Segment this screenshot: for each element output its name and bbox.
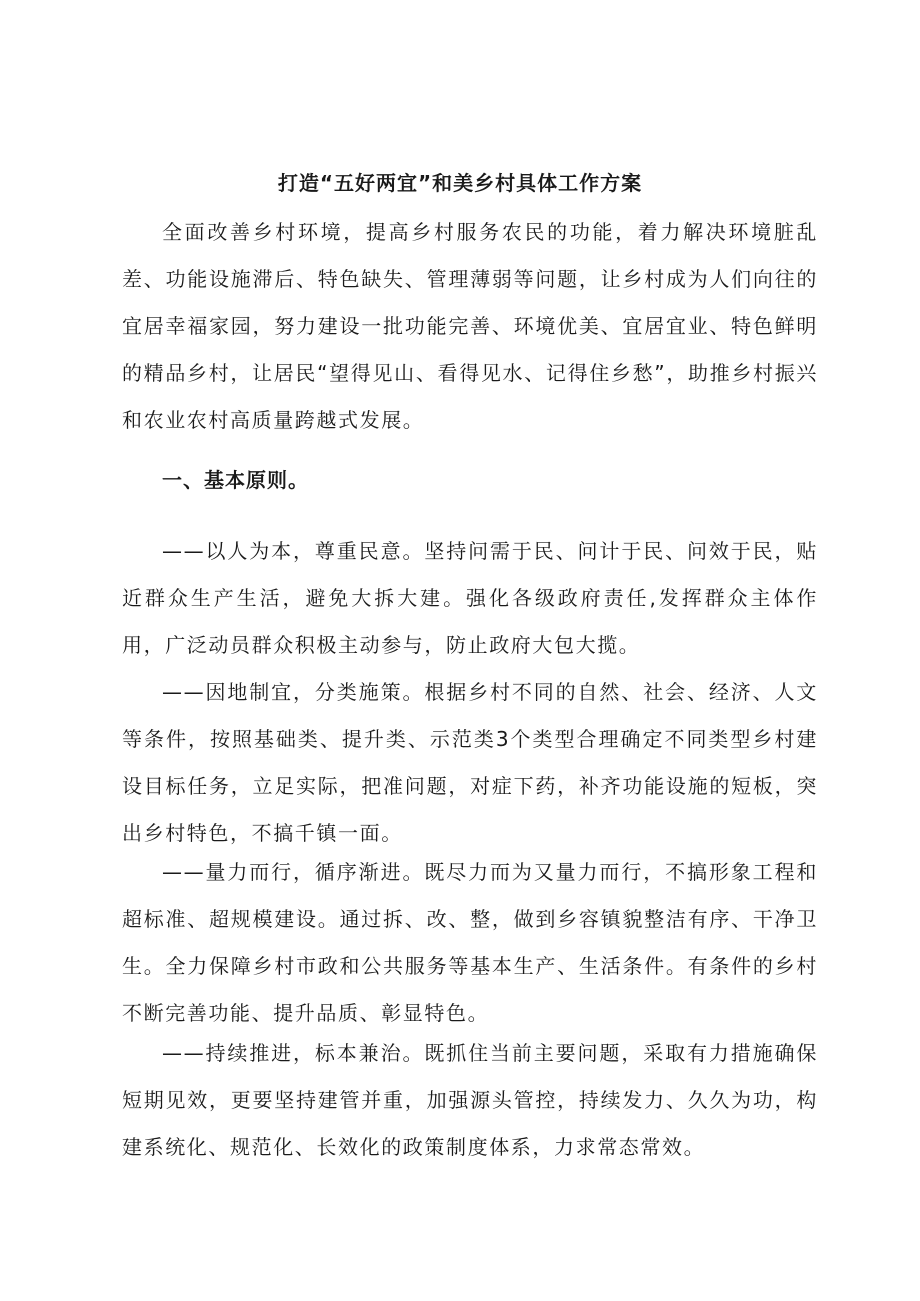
principle-paragraph-local-conditions: ——因地制宜，分类施策。根据乡村不同的自然、社会、经济、人文等条件，按照基础类、提升类、示范类3个类型合理确定不同类型乡村建设目标任务，立足实际，把准问题，对症下药，补齐功能设施的短板，突出乡村特色，不搞千镇一面。 [122, 680, 818, 845]
principle-paragraph-continuous-progress: ——持续推进，标本兼治。既抓住当前主要问题，采取有力措施确保短期见效，更要坚持建管并重，加强源头管控，持续发力、久久为功，构建系统化、规范化、长效化的政策制度体系，力求常态常效。 [122, 1041, 818, 1159]
principle-paragraph-step-by-step: ——量力而行，循序渐进。既尽力而为又量力而行，不搞形象工程和超标准、超规模建设。通过拆、改、整，做到乡容镇貌整洁有序、干净卫生。全力保障乡村市政和公共服务等基本生产、生活条件。有条件的乡村不断完善功能、提升品质、彰显特色。 [122, 860, 818, 1025]
document-title: 打造“五好两宜”和美乡村具体工作方案 [277, 171, 643, 195]
section-heading-basic-principles: 一、基本原则。 [162, 468, 309, 492]
principle-paragraph-people-oriented: ——以人为本，尊重民意。坚持问需于民、问计于民、问效于民，贴近群众生产生活，避免大拆大建。强化各级政府责任,发挥群众主体作用，广泛动员群众积极主动参与，防止政府大包大揽。 [122, 539, 818, 657]
intro-paragraph: 全面改善乡村环境，提高乡村服务农民的功能，着力解决环境脏乱差、功能设施滞后、特色缺失、管理薄弱等问题，让乡村成为人们向往的宜居幸福家园，努力建设一批功能完善、环境优美、宜居宜业、特色鲜明的精品乡村，让居民“望得见山、看得见水、记得住乡愁”，助推乡村振兴和农业农村高质量跨越式发展。 [122, 220, 818, 432]
